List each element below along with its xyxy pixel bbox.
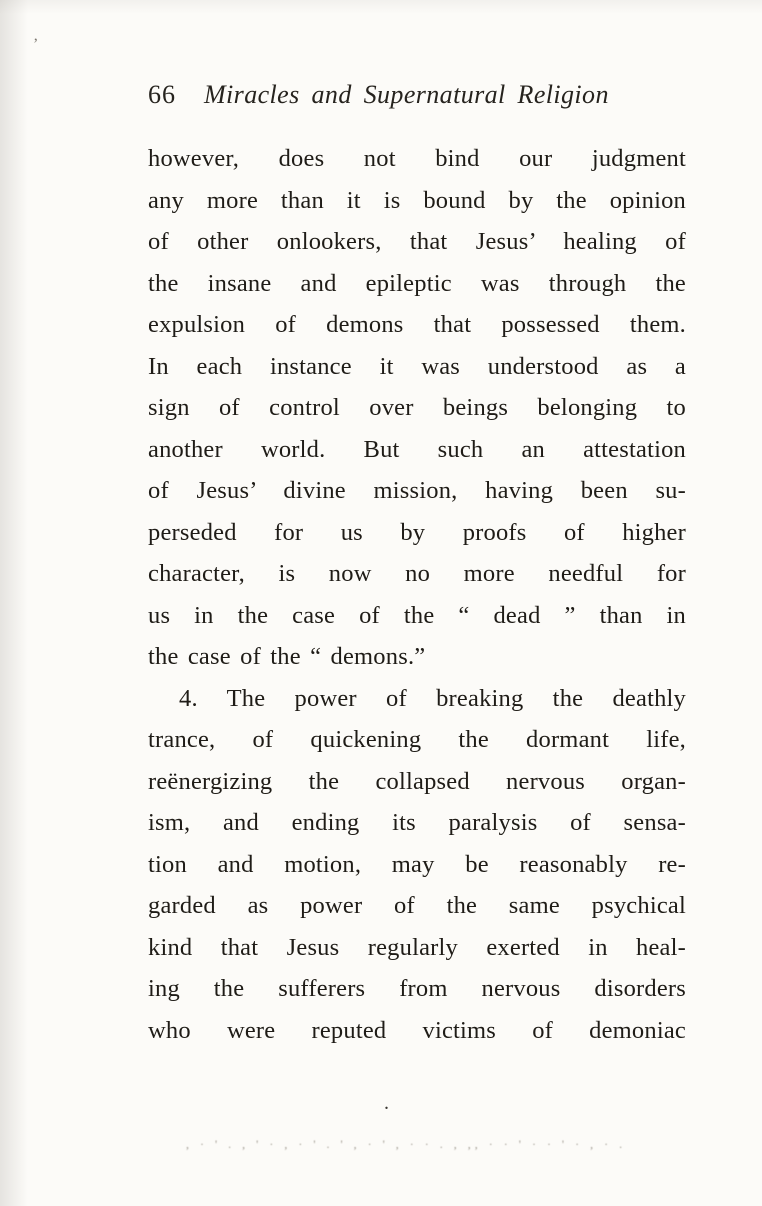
page-number: 66 bbox=[148, 80, 176, 109]
text-line: who were reputed victims of demoniac bbox=[148, 1016, 686, 1044]
text-line: garded as power of the same psychical bbox=[148, 892, 686, 919]
text-line: perseded for us by proofs of higher bbox=[148, 518, 686, 546]
text-line: kind that Jesus regularly exerted in heal- bbox=[148, 933, 686, 961]
text-line: trance, of quickening the dormant life, bbox=[148, 726, 686, 753]
scan-artifact-dot: . bbox=[384, 1092, 389, 1114]
text-line: us in the case of the “ dead ” than in bbox=[148, 601, 686, 629]
text-line: another world. But such an attestation bbox=[148, 435, 686, 463]
page-body bbox=[148, 138, 686, 1051]
text-line: any more than it is bound by the opinion bbox=[148, 186, 686, 214]
running-title: Miracles and Supernatural Religion bbox=[204, 80, 609, 109]
text-line: of other onlookers, that Jesus’ healing of bbox=[148, 228, 686, 255]
text-line: of Jesus’ divine mission, having been su- bbox=[148, 477, 686, 504]
scan-artifact-corner-mark: ʼ bbox=[33, 36, 39, 53]
page-top-shadow bbox=[0, 0, 762, 14]
page-edge-shadow bbox=[0, 0, 28, 1206]
text-line: however, does not bind our judgment bbox=[148, 145, 686, 172]
text-line: character, is now no more needful for bbox=[148, 560, 686, 587]
text-line: sign of control over beings belonging to bbox=[148, 394, 686, 421]
text-line: ism, and ending its paralysis of sensa- bbox=[148, 809, 686, 836]
text-line: reënergizing the collapsed nervous organ- bbox=[148, 767, 686, 795]
text-line: the insane and epileptic was through the bbox=[148, 269, 686, 297]
text-line: the case of the “ demons.” bbox=[148, 643, 426, 670]
scan-artifact-smudge: , · ' . , ' · , · ' . ' , · ' , · · . , ,, · · ' · · ' · , · . bbox=[186, 1137, 627, 1151]
page-header bbox=[148, 80, 686, 110]
text-line: 4. The power of breaking the deathly bbox=[179, 684, 686, 712]
text-line: expulsion of demons that possessed them. bbox=[148, 311, 686, 338]
text-line: ing the sufferers from nervous disorders bbox=[148, 975, 686, 1002]
text-line: tion and motion, may be reasonably re- bbox=[148, 850, 686, 878]
text-line: In each instance it was understood as a bbox=[148, 352, 686, 380]
